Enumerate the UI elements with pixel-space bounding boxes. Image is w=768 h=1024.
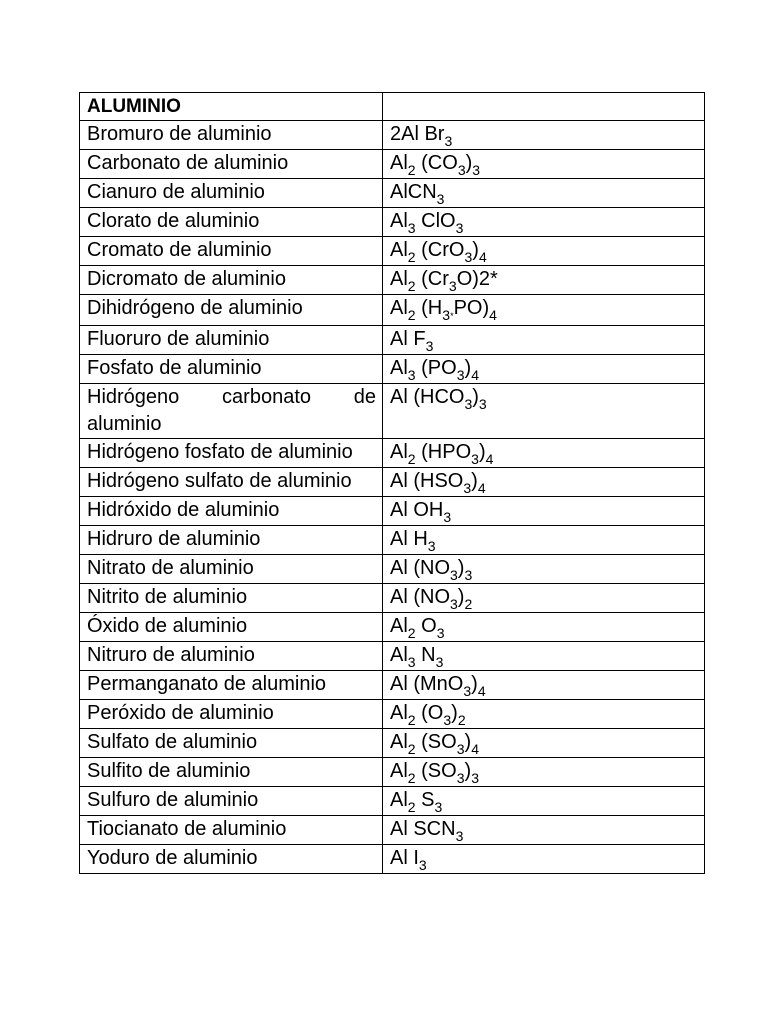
formula-text: ) [472, 239, 479, 261]
formula-text: ) [464, 731, 472, 753]
formula-text: ) [472, 386, 479, 408]
formula-subscript: 2 [407, 278, 416, 294]
formula-subscript: 4 [477, 480, 486, 496]
formula-tiny-mark: * [450, 311, 454, 321]
formula-cell [383, 816, 705, 845]
compound-name-cell: Hidrógeno carbonato de aluminio [80, 384, 383, 439]
formula-subscript: 3 [435, 654, 444, 670]
formula-cell [383, 266, 705, 295]
formula-text: Al (NO [390, 557, 450, 579]
formula-cell [383, 758, 705, 787]
formula-text: ) [465, 152, 473, 174]
formula-cell [383, 179, 705, 208]
compound-name-cell: Cianuro de aluminio [80, 179, 383, 208]
formula-text: (SO [415, 760, 457, 782]
compound-name-cell: Nitrato de aluminio [80, 555, 383, 584]
formula-subscript: 2 [407, 799, 416, 815]
formula-subscript: 3 [478, 396, 487, 412]
compound-name-cell: Hidróxido de aluminio [80, 497, 383, 526]
formula-cell [383, 584, 705, 613]
formula-text: (CrO [415, 239, 465, 261]
header-empty-cell [383, 93, 705, 121]
formula-subscript: 3 [443, 712, 452, 728]
formula-subscript: 2 [407, 451, 416, 467]
compound-name-cell: Sulfato de aluminio [80, 729, 383, 758]
formula-subscript: 4 [489, 307, 497, 323]
table-row [80, 468, 705, 497]
compound-name-cell: Tiocianato de aluminio [80, 816, 383, 845]
formula-text: ) [464, 760, 472, 782]
compound-name-cell: Permanganato de aluminio [80, 671, 383, 700]
table-row [80, 355, 705, 384]
formula-cell [383, 468, 705, 497]
formula-subscript: 4 [485, 451, 494, 467]
formula-text: (HPO [415, 441, 472, 463]
table-row [80, 384, 705, 439]
formula-text: (H [415, 297, 443, 319]
compound-name-cell: Sulfito de aluminio [80, 758, 383, 787]
table-row [80, 326, 705, 355]
table-body [80, 93, 705, 874]
formula-text: Al [390, 268, 408, 290]
formula-cell [383, 671, 705, 700]
formula-subscript: 3 [471, 770, 479, 786]
formula-text: AlCN [390, 181, 437, 203]
formula-subscript: 3 [472, 162, 481, 178]
table-row [80, 642, 705, 671]
formula-text: Al [390, 644, 408, 666]
formula-text: Al [390, 731, 408, 753]
table-row [80, 266, 705, 295]
formula-text: Al [390, 152, 408, 174]
formula-subscript: 3 [464, 249, 473, 265]
formula-text: Al I [390, 847, 419, 869]
formula-subscript: 3 [456, 367, 465, 383]
formula-cell [383, 642, 705, 671]
formula-text: ClO [415, 210, 456, 232]
formula-text: O [415, 615, 437, 637]
formula-text: (PO [415, 357, 457, 379]
formula-subscript: 2 [407, 625, 416, 641]
formula-cell [383, 787, 705, 816]
compound-name-cell: Cromato de aluminio [80, 237, 383, 266]
table-row [80, 671, 705, 700]
formula-cell [383, 729, 705, 758]
formula-subscript: 3 [464, 396, 473, 412]
formula-text: Al (NO [390, 586, 450, 608]
compound-name-cell: Hidrógeno fosfato de aluminio [80, 439, 383, 468]
formula-subscript: 4 [471, 741, 479, 757]
formula-text: ) [464, 357, 472, 379]
formula-text: Al [390, 702, 408, 724]
table-row [80, 555, 705, 584]
compound-name-cell: Óxido de aluminio [80, 613, 383, 642]
formula-text: Al [390, 615, 408, 637]
table-row [80, 295, 705, 326]
formula-subscript: 3 [434, 799, 443, 815]
formula-subscript: 3 [407, 654, 416, 670]
table-row [80, 584, 705, 613]
formula-text: ) [451, 702, 458, 724]
formula-subscript: 3 [456, 770, 465, 786]
formula-cell [383, 526, 705, 555]
formula-cell [383, 613, 705, 642]
formula-text: Al H [390, 528, 428, 550]
formula-text: Al (HSO [390, 470, 464, 492]
table-row [80, 700, 705, 729]
formula-text: (Cr [415, 268, 449, 290]
table-row [80, 439, 705, 468]
formula-subscript: 3 [464, 567, 473, 583]
formula-text: Al [390, 760, 408, 782]
formula-cell [383, 121, 705, 150]
formula-text: ) [471, 673, 478, 695]
formula-cell [383, 384, 705, 439]
formula-subscript: 3 [442, 307, 451, 323]
formula-cell [383, 700, 705, 729]
table-row [80, 121, 705, 150]
formula-subscript: 3 [436, 625, 445, 641]
table-row [80, 845, 705, 874]
formula-text: Al OH [390, 499, 444, 521]
formula-cell [383, 208, 705, 237]
formula-subscript: 3 [457, 162, 466, 178]
formula-cell [383, 237, 705, 266]
formula-text: Al [390, 789, 408, 811]
formula-cell [383, 845, 705, 874]
formula-subscript: 4 [471, 367, 479, 383]
formula-text: ) [478, 441, 486, 463]
table-row [80, 150, 705, 179]
header-title-cell: ALUMINIO [80, 93, 383, 121]
formula-cell [383, 150, 705, 179]
compound-name-cell: Hidruro de aluminio [80, 526, 383, 555]
table-row [80, 758, 705, 787]
compound-name-cell: Peróxido de aluminio [80, 700, 383, 729]
table-row [80, 729, 705, 758]
compound-name-cell: Nitrito de aluminio [80, 584, 383, 613]
formula-text: Al [390, 210, 408, 232]
table-row [80, 208, 705, 237]
formula-subscript: 2 [464, 596, 473, 612]
formula-subscript: 4 [477, 683, 486, 699]
formula-subscript: 2 [407, 307, 416, 323]
table-header-row [80, 93, 705, 121]
formula-subscript: 3 [455, 220, 464, 236]
formula-cell [383, 439, 705, 468]
formula-subscript: 3 [427, 538, 436, 554]
compound-name-cell: Sulfuro de aluminio [80, 787, 383, 816]
table-row [80, 179, 705, 208]
formula-text: Al [390, 357, 408, 379]
formula-text: ) [457, 557, 465, 579]
formula-subscript: 2 [457, 712, 466, 728]
formula-subscript: 3 [407, 367, 416, 383]
formula-subscript: 2 [407, 770, 416, 786]
formula-text: Al (HCO [390, 386, 465, 408]
compound-name-cell: Clorato de aluminio [80, 208, 383, 237]
formula-text: S [415, 789, 435, 811]
formula-cell [383, 497, 705, 526]
formula-text: Al F [390, 328, 426, 350]
formula-subscript: 3 [436, 191, 445, 207]
compound-name-cell: Fosfato de aluminio [80, 355, 383, 384]
formula-subscript: 3 [455, 828, 464, 844]
formula-text: (SO [415, 731, 457, 753]
formula-text: O)2* [456, 268, 498, 290]
formula-subscript: 2 [407, 712, 416, 728]
formula-text: Al SCN [390, 818, 456, 840]
formula-subscript: 3 [456, 741, 465, 757]
compound-name-cell: Dicromato de aluminio [80, 266, 383, 295]
formula-cell [383, 295, 705, 326]
compound-name-cell: Nitruro de aluminio [80, 642, 383, 671]
formula-cell [383, 326, 705, 355]
formula-subscript: 3 [450, 596, 458, 612]
formula-subscript: 4 [478, 249, 487, 265]
formula-subscript: 3 [471, 451, 479, 467]
formula-text: (O [415, 702, 444, 724]
formula-subscript: 3 [463, 480, 472, 496]
formula-text: (CO [415, 152, 458, 174]
formula-subscript: 3 [407, 220, 416, 236]
formula-text: Al (MnO [390, 673, 464, 695]
formula-subscript: 3 [448, 278, 457, 294]
formula-subscript: 3 [418, 857, 427, 873]
compound-name-cell: Carbonato de aluminio [80, 150, 383, 179]
table-row [80, 237, 705, 266]
formula-subscript: 3 [463, 683, 472, 699]
compound-name-cell: Fluoruro de aluminio [80, 326, 383, 355]
formula-text: 2Al Br [390, 123, 445, 145]
formula-text: ) [457, 586, 465, 608]
compound-name-cell: Dihidrógeno de aluminio [80, 295, 383, 326]
formula-text: Al [390, 297, 408, 319]
formula-text: PO) [453, 297, 490, 319]
formula-text: Al [390, 239, 408, 261]
table-row [80, 816, 705, 845]
formula-subscript: 3 [443, 509, 452, 525]
formula-subscript: 2 [407, 741, 416, 757]
table-row [80, 613, 705, 642]
formula-subscript: 2 [407, 162, 416, 178]
table-row [80, 526, 705, 555]
compounds-table [79, 92, 705, 874]
formula-text: Al [390, 441, 408, 463]
formula-text: ) [471, 470, 478, 492]
table-row [80, 787, 705, 816]
formula-text: N [415, 644, 436, 666]
formula-cell [383, 355, 705, 384]
table-row [80, 497, 705, 526]
formula-subscript: 3 [450, 567, 458, 583]
compound-name-cell: Yoduro de aluminio [80, 845, 383, 874]
formula-subscript: 3 [444, 133, 453, 149]
compound-name-cell: Bromuro de aluminio [80, 121, 383, 150]
formula-cell [383, 555, 705, 584]
formula-subscript: 2 [407, 249, 416, 265]
formula-subscript: 3 [425, 338, 434, 354]
compound-name-cell: Hidrógeno sulfato de aluminio [80, 468, 383, 497]
